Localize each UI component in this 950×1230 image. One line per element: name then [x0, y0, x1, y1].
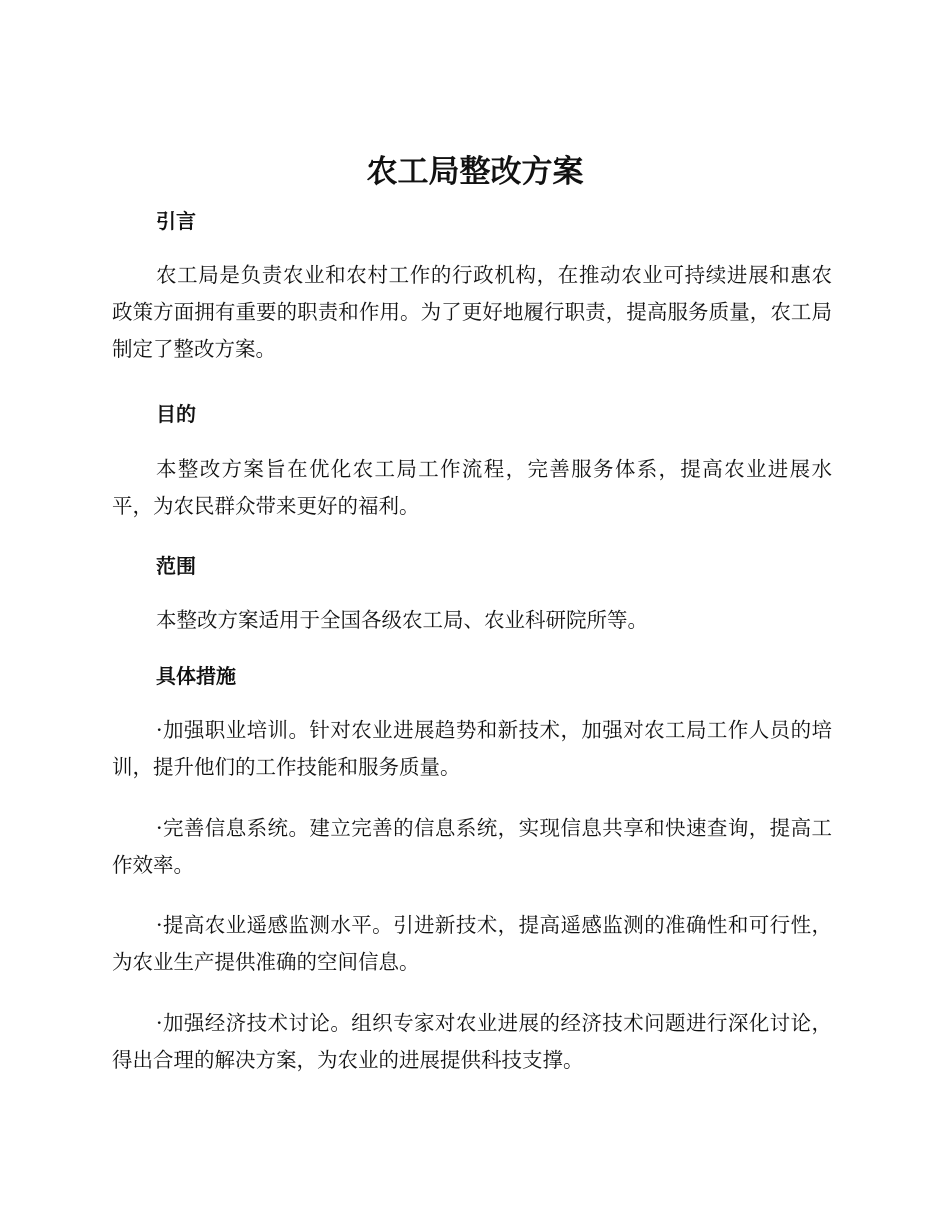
bullet-item	[112, 1005, 832, 1079]
section-heading-measures: 具体措施	[156, 664, 236, 688]
bullet-text: 提高农业遥感监测水平。引进新技术，提高遥感监测的准确性和可行性，为农业生产提供准确的空间信息。	[112, 913, 832, 974]
bullet-item	[112, 712, 832, 786]
bullet-marker: ·	[156, 1011, 163, 1035]
paragraph-purpose: 本整改方案旨在优化农工局工作流程，完善服务体系，提高农业进展水平，为农民群众带来更好的福利。	[112, 457, 832, 518]
bullet-marker: ·	[156, 913, 163, 937]
document-title: 农工局整改方案	[366, 154, 584, 190]
section-heading-introduction: 引言	[156, 209, 196, 233]
paragraph-scope: 本整改方案适用于全国各级农工局、农业科研院所等。	[156, 608, 648, 632]
section-heading-scope: 范围	[156, 554, 196, 578]
bullet-marker: ·	[156, 718, 163, 742]
bullet-text: 加强经济技术讨论。组织专家对农业进展的经济技术问题进行深化讨论，得出合理的解决方案，为农业的进展提供科技支撑。	[112, 1011, 832, 1072]
paragraph-introduction: 农工局是负责农业和农村工作的行政机构，在推动农业可持续进展和惠农政策方面拥有重要的职责和作用。为了更好地履行职责，提高服务质量，农工局制定了整改方案。	[112, 263, 832, 361]
bullet-marker: ·	[156, 816, 163, 840]
bullet-text: 完善信息系统。建立完善的信息系统，实现信息共享和快速查询，提高工作效率。	[112, 816, 832, 877]
bullet-item	[112, 907, 832, 981]
section-heading-purpose: 目的	[156, 402, 196, 426]
bullet-item	[112, 810, 832, 884]
bullet-text: 加强职业培训。针对农业进展趋势和新技术，加强对农工局工作人员的培训，提升他们的工作技能和服务质量。	[112, 718, 832, 779]
